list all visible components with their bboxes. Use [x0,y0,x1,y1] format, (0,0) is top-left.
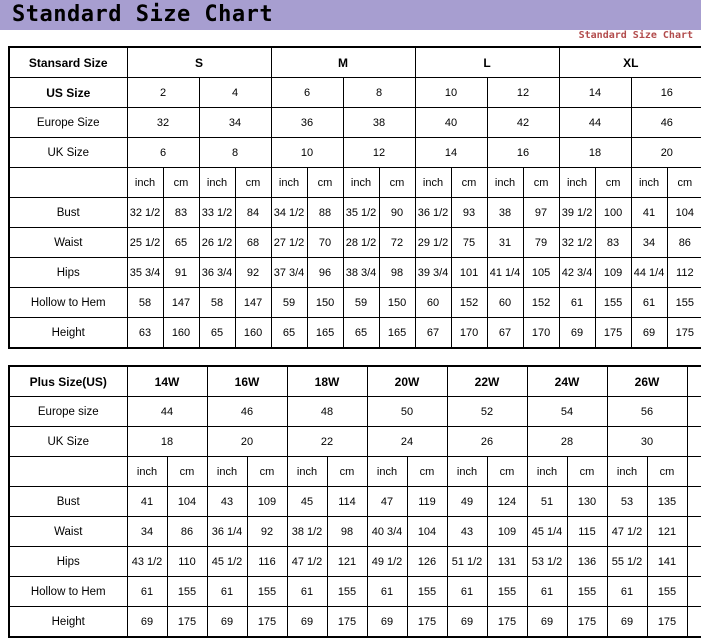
cell: 53 [607,487,647,517]
plus-size-20w: 20W [367,366,447,397]
cell: 69 [607,607,647,638]
cell: 91 [163,258,199,288]
cell: 35 1/2 [343,198,379,228]
cell: 160 [163,318,199,349]
cell: 98 [327,517,367,547]
cell: 175 [667,318,701,349]
cell: 170 [523,318,559,349]
cell: 60 [415,288,451,318]
cell: 39 1/2 [559,198,595,228]
table-row [9,577,701,607]
plus-size-14w: 14W [127,366,207,397]
cell: 136 [567,547,607,577]
cell: 126 [407,547,447,577]
unit-cell: cm [247,457,287,487]
cell: 12 [487,78,559,108]
cell: 61 [287,577,327,607]
cell: 42 3/4 [559,258,595,288]
unit-cell: inch [631,168,667,198]
cell: 47 [367,487,407,517]
cell: 53 1/2 [527,547,567,577]
cell: 105 [523,258,559,288]
table-gap [0,349,701,365]
cell: 24 [367,427,447,457]
table-row [9,517,701,547]
cell: 61 [607,577,647,607]
size-group-m: M [271,47,415,78]
cell: 155 [327,577,367,607]
cell: 61 [367,577,407,607]
plus-size-18w: 18W [287,366,367,397]
cell: 59 [343,288,379,318]
cell: 14 [559,78,631,108]
cell: 93 [451,198,487,228]
cell: 150 [307,288,343,318]
cell: 175 [407,607,447,638]
unit-cell: inch [127,168,163,198]
cell: 175 [647,607,687,638]
cell: 41 [631,198,667,228]
cell: 44 [559,108,631,138]
cell: 32 1/2 [127,198,163,228]
cell: 45 1/4 [527,517,567,547]
unit-cell: cm [487,457,527,487]
cell: 92 [247,517,287,547]
cell: 48 [287,397,367,427]
cell: 110 [167,547,207,577]
cell: 12 [343,138,415,168]
cell: 43 [207,487,247,517]
cell: 152 [451,288,487,318]
unit-cell: inch [271,168,307,198]
cell: 69 [127,607,167,638]
header-subtitle: Standard Size Chart [578,30,693,41]
row-label: Bust [9,487,127,517]
cell: 38 3/4 [343,258,379,288]
cell: 6 [127,138,199,168]
cell: 41 [127,487,167,517]
cell: 14 [415,138,487,168]
cell: 63 [127,318,163,349]
row-label: Hollow to Hem [9,577,127,607]
empty-cell [687,427,701,457]
cell: 68 [235,228,271,258]
unit-cell: cm [595,168,631,198]
cell: 69 [631,318,667,349]
cell: 40 [415,108,487,138]
cell: 90 [379,198,415,228]
unit-cell: cm [523,168,559,198]
cell: 67 [487,318,523,349]
unit-cell: cm [235,168,271,198]
cell: 69 [207,607,247,638]
table-row [9,78,701,108]
table-row [9,288,701,318]
table-row [9,487,701,517]
cell: 175 [167,607,207,638]
unit-cell: inch [607,457,647,487]
empty-cell [687,457,701,487]
cell: 43 1/2 [127,547,167,577]
cell: 100 [595,198,631,228]
cell: 65 [343,318,379,349]
unit-cell: inch [127,457,167,487]
empty-cell [687,607,701,638]
empty-cell [687,577,701,607]
row-label: Waist [9,517,127,547]
unit-row-label [9,168,127,198]
empty-cell [687,487,701,517]
cell: 41 1/4 [487,258,523,288]
unit-cell: cm [307,168,343,198]
cell: 40 3/4 [367,517,407,547]
cell: 18 [127,427,207,457]
cell: 175 [247,607,287,638]
cell: 75 [451,228,487,258]
cell: 10 [415,78,487,108]
cell: 69 [367,607,407,638]
cell: 47 1/2 [607,517,647,547]
cell: 4 [199,78,271,108]
cell: 130 [567,487,607,517]
cell: 155 [595,288,631,318]
cell: 147 [235,288,271,318]
table-row [9,366,701,397]
cell: 155 [487,577,527,607]
unit-cell: cm [407,457,447,487]
cell: 38 [343,108,415,138]
row-label: Hips [9,258,127,288]
cell: 61 [127,577,167,607]
cell: 39 3/4 [415,258,451,288]
cell: 175 [487,607,527,638]
cell: 31 [487,228,523,258]
empty-cell [687,366,701,397]
cell: 135 [647,487,687,517]
row-label: Hips [9,547,127,577]
cell: 155 [667,288,701,318]
unit-cell: inch [559,168,595,198]
cell: 83 [163,198,199,228]
cell: 86 [667,228,701,258]
cell: 69 [559,318,595,349]
cell: 109 [247,487,287,517]
unit-cell: inch [367,457,407,487]
row-label: US Size [9,78,127,108]
cell: 16 [631,78,701,108]
cell: 104 [167,487,207,517]
cell: 20 [631,138,701,168]
row-label: Height [9,607,127,638]
cell: 109 [487,517,527,547]
table-row [9,168,701,198]
cell: 36 [271,108,343,138]
unit-cell: inch [343,168,379,198]
unit-cell: inch [487,168,523,198]
standard-size-label: Stansard Size [9,47,127,78]
cell: 26 1/2 [199,228,235,258]
cell: 86 [167,517,207,547]
table-row [9,457,701,487]
empty-cell [687,517,701,547]
cell: 32 [127,108,199,138]
standard-size-table [8,46,701,349]
cell: 112 [667,258,701,288]
empty-cell [687,397,701,427]
page-header [0,0,701,46]
cell: 155 [167,577,207,607]
cell: 65 [163,228,199,258]
cell: 49 1/2 [367,547,407,577]
cell: 44 [127,397,207,427]
table-row [9,607,701,638]
cell: 61 [447,577,487,607]
cell: 38 1/2 [287,517,327,547]
unit-cell: inch [415,168,451,198]
cell: 46 [631,108,701,138]
cell: 58 [127,288,163,318]
cell: 115 [567,517,607,547]
row-label: Waist [9,228,127,258]
table-row [9,138,701,168]
cell: 33 1/2 [199,198,235,228]
cell: 59 [271,288,307,318]
cell: 72 [379,228,415,258]
cell: 101 [451,258,487,288]
plus-table-wrap [0,365,701,638]
cell: 170 [451,318,487,349]
table-row [9,318,701,349]
cell: 30 [607,427,687,457]
plus-size-table [8,365,701,638]
size-group-l: L [415,47,559,78]
cell: 69 [287,607,327,638]
page-title: Standard Size Chart [12,2,274,27]
cell: 88 [307,198,343,228]
cell: 131 [487,547,527,577]
cell: 2 [127,78,199,108]
table-row [9,198,701,228]
cell: 69 [527,607,567,638]
row-label: Height [9,318,127,349]
cell: 175 [327,607,367,638]
row-label: UK Size [9,427,127,457]
cell: 10 [271,138,343,168]
cell: 65 [271,318,307,349]
plus-size-16w: 16W [207,366,287,397]
cell: 47 1/2 [287,547,327,577]
cell: 61 [559,288,595,318]
cell: 34 [199,108,271,138]
unit-cell: cm [379,168,415,198]
cell: 84 [235,198,271,228]
row-label: Bust [9,198,127,228]
cell: 49 [447,487,487,517]
cell: 18 [559,138,631,168]
cell: 116 [247,547,287,577]
unit-cell: cm [163,168,199,198]
cell: 97 [523,198,559,228]
unit-cell: inch [287,457,327,487]
cell: 55 1/2 [607,547,647,577]
cell: 58 [199,288,235,318]
cell: 83 [595,228,631,258]
cell: 121 [647,517,687,547]
cell: 109 [595,258,631,288]
cell: 32 1/2 [559,228,595,258]
cell: 69 [447,607,487,638]
row-label: Europe Size [9,108,127,138]
cell: 26 [447,427,527,457]
cell: 98 [379,258,415,288]
cell: 34 [127,517,167,547]
cell: 34 [631,228,667,258]
cell: 61 [207,577,247,607]
cell: 147 [163,288,199,318]
cell: 114 [327,487,367,517]
table-row [9,397,701,427]
cell: 36 3/4 [199,258,235,288]
unit-cell: cm [567,457,607,487]
plus-size-24w: 24W [527,366,607,397]
cell: 155 [247,577,287,607]
table-row [9,108,701,138]
cell: 38 [487,198,523,228]
cell: 52 [447,397,527,427]
cell: 22 [287,427,367,457]
cell: 20 [207,427,287,457]
plus-size-26w: 26W [607,366,687,397]
cell: 67 [415,318,451,349]
cell: 16 [487,138,559,168]
cell: 43 [447,517,487,547]
cell: 155 [647,577,687,607]
cell: 155 [407,577,447,607]
cell: 45 [287,487,327,517]
cell: 25 1/2 [127,228,163,258]
cell: 60 [487,288,523,318]
cell: 119 [407,487,447,517]
cell: 160 [235,318,271,349]
cell: 61 [527,577,567,607]
cell: 29 1/2 [415,228,451,258]
unit-cell: inch [527,457,567,487]
cell: 51 [527,487,567,517]
table-row [9,228,701,258]
cell: 36 1/4 [207,517,247,547]
cell: 36 1/2 [415,198,451,228]
cell: 79 [523,228,559,258]
unit-cell: inch [447,457,487,487]
cell: 155 [567,577,607,607]
cell: 8 [343,78,415,108]
cell: 28 1/2 [343,228,379,258]
cell: 165 [379,318,415,349]
table-row [9,47,701,78]
cell: 34 1/2 [271,198,307,228]
cell: 28 [527,427,607,457]
cell: 121 [327,547,367,577]
cell: 104 [667,198,701,228]
cell: 92 [235,258,271,288]
cell: 42 [487,108,559,138]
table-row [9,258,701,288]
cell: 61 [631,288,667,318]
cell: 65 [199,318,235,349]
unit-cell: cm [327,457,367,487]
cell: 96 [307,258,343,288]
cell: 70 [307,228,343,258]
cell: 8 [199,138,271,168]
table-row [9,427,701,457]
cell: 27 1/2 [271,228,307,258]
table-row [9,547,701,577]
cell: 175 [595,318,631,349]
row-label: Hollow to Hem [9,288,127,318]
standard-table-wrap [0,46,701,349]
cell: 152 [523,288,559,318]
cell: 35 3/4 [127,258,163,288]
size-group-xl: XL [559,47,701,78]
cell: 56 [607,397,687,427]
plus-size-label: Plus Size(US) [9,366,127,397]
unit-cell: cm [451,168,487,198]
cell: 141 [647,547,687,577]
unit-cell: inch [207,457,247,487]
cell: 175 [567,607,607,638]
unit-cell: inch [199,168,235,198]
unit-cell: cm [667,168,701,198]
unit-cell: cm [647,457,687,487]
cell: 50 [367,397,447,427]
plus-size-22w: 22W [447,366,527,397]
size-group-s: S [127,47,271,78]
cell: 44 1/4 [631,258,667,288]
cell: 104 [407,517,447,547]
unit-row-label [9,457,127,487]
cell: 54 [527,397,607,427]
cell: 165 [307,318,343,349]
cell: 150 [379,288,415,318]
cell: 6 [271,78,343,108]
empty-cell [687,547,701,577]
unit-cell: cm [167,457,207,487]
cell: 46 [207,397,287,427]
cell: 45 1/2 [207,547,247,577]
cell: 37 3/4 [271,258,307,288]
cell: 51 1/2 [447,547,487,577]
row-label: Europe size [9,397,127,427]
cell: 124 [487,487,527,517]
row-label: UK Size [9,138,127,168]
